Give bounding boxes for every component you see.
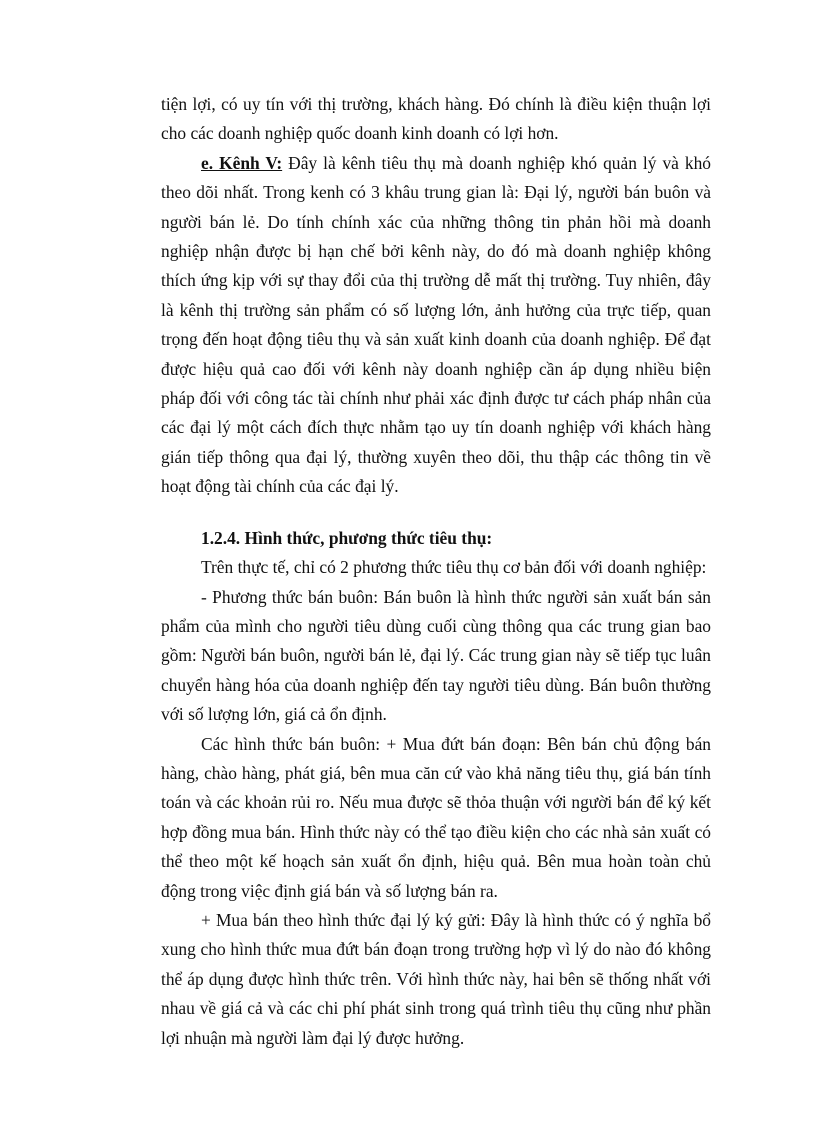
section-heading: 1.2.4. Hình thức, phương thức tiêu thụ: xyxy=(201,527,493,548)
paragraph-dai-ly-ky-gui: + Mua bán theo hình thức đại lý ký gửi: Đây là hình thức có ý nghĩa bổ xung cho hình thức mua đứt bán đoạn trong trường hợp vì lý do nào đó không thể áp dụng được hình thức trên. Với hình thức này, hai bên sẽ thống nhất với nhau về giá cả và các chi phí phát sinh trong quá trình tiêu thụ cũng như phần lợi nhuận mà người làm đại lý được hưởng. xyxy=(161,909,711,1048)
kenh-v-body: Đây là kênh tiêu thụ mà doanh nghiệp khó quản lý và khó theo dõi nhất. Trong kenh có 3 khâu trung gian là: Đại lý, người bán buôn và người bán lẻ. Do tính chính xác của những thông tin phản hồi mà doanh nghiệp nhận được bị hạn chế bởi kênh này, do đó mà doanh nghiệp không thích ứng kịp với sự thay đổi của thị trường dễ mất thị trường. Tuy nhiên, đây là kênh thị trường sản phẩm có số lượng lớn, ảnh hưởng của trực tiếp, quan trọng đến hoạt động tiêu thụ và sản xuất kinh doanh của doanh nghiệp. Để đạt được hiệu quả cao đối với kênh này doanh nghiệp cần áp dụng nhiều biện pháp đối với công tác tài chính như phải xác định được tư cách pháp nhân của các đại lý một cách đích thực nhằm tạo uy tín doanh nghiệp với khách hàng gián tiếp thông qua đại lý, thường xuyên theo dõi, thu thập các thông tin về hoạt động tài chính của các đại lý. xyxy=(161,152,711,497)
document-page xyxy=(161,90,711,1053)
kenh-v-label: e. Kênh V: xyxy=(201,152,283,173)
paragraph-hinh-thuc-ban-buon: Các hình thức bán buôn: + Mua đứt bán đoạn: Bên bán chủ động bán hàng, chào hàng, phát giá, bên mua căn cứ vào khả năng tiêu thụ, giá bán tính toán và các khoản rủi ro. Nếu mua được sẽ thỏa thuận với người bán để ký kết hợp đồng mua bán. Hình thức này có thể tạo điều kiện cho các nhà sản xuất có thể theo một kế hoạch sản xuất ổn định, hiệu quả. Bên mua hoàn toàn chủ động trong việc định giá bán và số lượng bán ra. xyxy=(161,733,711,901)
paragraph-continuation: tiện lợi, có uy tín với thị trường, khách hàng. Đó chính là điều kiện thuận lợi cho các doanh nghiệp quốc doanh kinh doanh có lợi hơn. xyxy=(161,94,711,144)
paragraph-ban-buon: - Phương thức bán buôn: Bán buôn là hình thức người sản xuất bán sản phẩm của mình cho người tiêu dùng cuối cùng thông qua các trung gian bao gồm: Người bán buôn, người bán lẻ, đại lý. Các trung gian này sẽ tiếp tục luân chuyển hàng hóa của doanh nghiệp đến tay người tiêu dùng. Bán buôn thường với số lượng lớn, giá cả ổn định. xyxy=(161,586,711,725)
paragraph-kenh-v xyxy=(161,149,711,502)
paragraph-intro: Trên thực tế, chỉ có 2 phương thức tiêu thụ cơ bản đối với doanh nghiệp: xyxy=(201,557,707,578)
